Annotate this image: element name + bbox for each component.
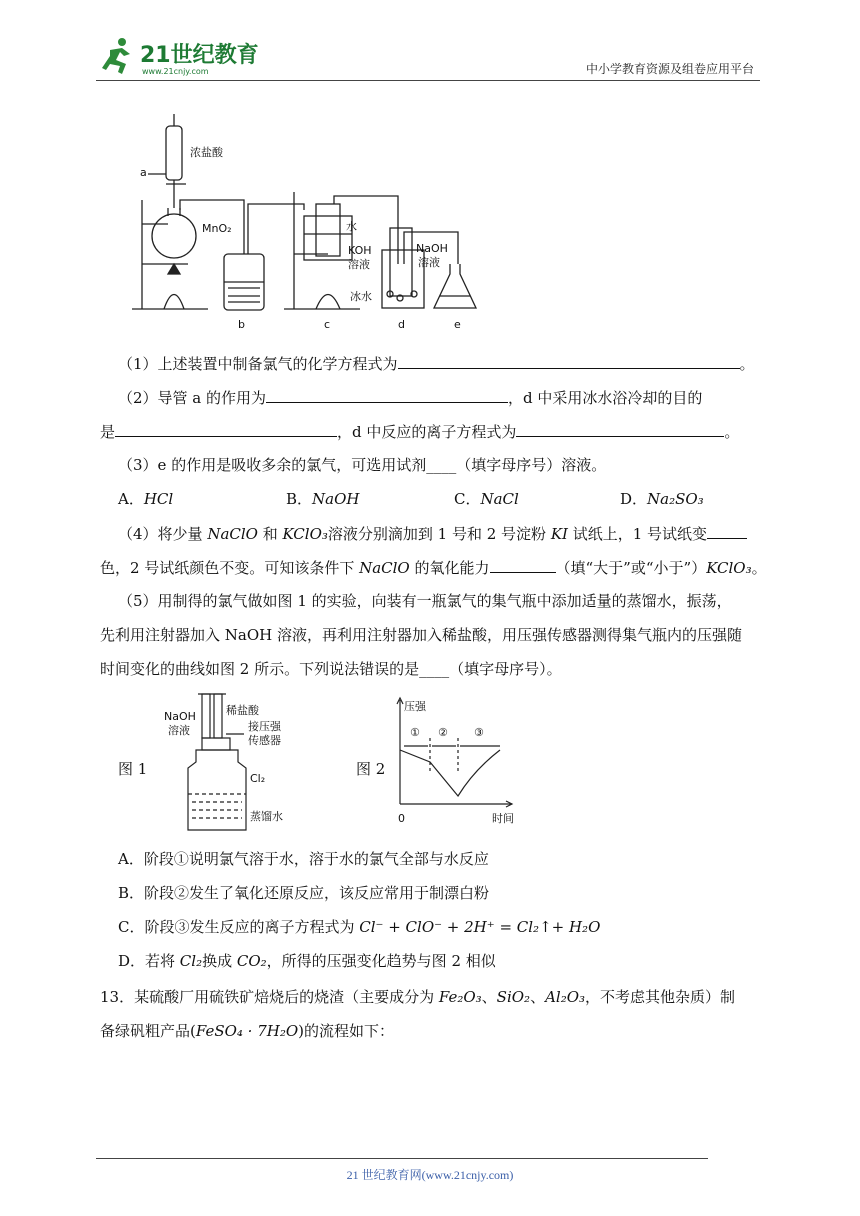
q5-option-c[interactable]: C．阶段③发生反应的离子方程式为 Cl⁻ + ClO⁻ + 2H⁺ = Cl₂↑+ H₂O bbox=[118, 918, 601, 936]
question-2-line1 bbox=[118, 386, 782, 409]
label-b: b bbox=[238, 318, 245, 331]
q2-part1: （2）导管 a 的作用为 bbox=[118, 389, 267, 407]
runner-icon bbox=[102, 38, 130, 74]
fig1-caption: 图 1 bbox=[118, 760, 148, 778]
q3-option-d[interactable]: D．Na₂SO₃ bbox=[620, 490, 704, 508]
figure-2 bbox=[388, 694, 528, 828]
q2-blank-b[interactable] bbox=[115, 420, 337, 437]
fig1-distilled-water: 蒸馏水 bbox=[250, 810, 283, 823]
q2-part2: ，d 中采用冰水浴冷却的目的 bbox=[508, 389, 703, 407]
q5-line3: 时间变化的曲线如图 2 所示。下列说法错误的是____（填字母序号）。 bbox=[100, 660, 562, 678]
q5-option-b[interactable]: B．阶段②发生了氧化还原反应，该反应常用于制漂白粉 bbox=[118, 884, 490, 902]
fig2-ylabel: 压强 bbox=[404, 700, 426, 713]
label-c: c bbox=[324, 318, 331, 331]
q5-option-d[interactable]: D．若将 Cl₂换成 CO₂，所得的压强变化趋势与图 2 相似 bbox=[118, 952, 496, 970]
label-ice-water: 冰水 bbox=[350, 290, 372, 303]
question-13-line1: 13．某硫酸厂用硫铁矿焙烧后的烧渣（主要成分为 Fe₂O₃、SiO₂、Al₂O₃，不考虑其他杂质）制 bbox=[100, 988, 736, 1006]
fig1-sensor2: 传感器 bbox=[248, 734, 281, 747]
label-naoh-sol: 溶液 bbox=[418, 256, 440, 269]
q5-line1: （5）用制得的氯气做如图 1 的实验，向装有一瓶氯气的集气瓶中添加适量的蒸馏水，振荡， bbox=[118, 592, 732, 610]
q2-blank-a[interactable] bbox=[266, 386, 508, 403]
fig2-xlabel: 时间 bbox=[492, 812, 514, 825]
footer-link[interactable]: 21 世纪教育网(www.21cnjy.com) bbox=[346, 1168, 514, 1182]
fig2-stage-2: ② bbox=[438, 726, 448, 739]
logo-text: 21世纪教育 bbox=[140, 43, 259, 68]
logo-url: www.21cnjy.com bbox=[142, 67, 209, 76]
question-4-line2: 色，2 号试纸颜色不变。可知该条件下 NaClO 的氧化能力 （填“大于”或“小于”）KClO₃。 bbox=[100, 556, 764, 579]
q2-part3: 是 bbox=[100, 423, 116, 441]
q1-text: （1）上述装置中制备氯气的化学方程式为 bbox=[118, 355, 398, 373]
label-mno2: MnO₂ bbox=[202, 222, 232, 235]
q4-blank-compare[interactable] bbox=[490, 556, 556, 573]
header-platform-text: 中小学教育资源及组卷应用平台 bbox=[585, 62, 754, 76]
fig2-stage-3: ③ bbox=[474, 726, 484, 739]
question-4-line1: （4）将少量 NaClO 和 KClO₃溶液分别滴加到 1 号和 2 号淀粉 KI 试纸上，1 号试纸变 bbox=[118, 522, 782, 545]
q3-option-a[interactable]: A．HCl bbox=[118, 490, 174, 508]
q5-option-a[interactable]: A．阶段①说明氯气溶于水，溶于水的氯气全部与水反应 bbox=[118, 850, 489, 868]
question-13-line2: 备绿矾粗产品(FeSO₄ · 7H₂O)的流程如下： bbox=[100, 1022, 395, 1040]
header-divider bbox=[96, 80, 760, 81]
question-2-line2 bbox=[100, 420, 764, 443]
question-1 bbox=[118, 352, 782, 375]
fig1-cl2: Cl₂ bbox=[250, 772, 266, 785]
fig1-naoh: NaOH bbox=[164, 710, 196, 723]
footer-divider bbox=[96, 1158, 708, 1159]
label-water: 水 bbox=[346, 220, 357, 233]
q2-part4: ，d 中反应的离子方程式为 bbox=[337, 423, 517, 441]
label-d: d bbox=[398, 318, 405, 331]
q1-answer-blank[interactable] bbox=[398, 352, 740, 369]
q4-blank-color[interactable] bbox=[707, 522, 747, 539]
apparatus-figure bbox=[128, 104, 488, 336]
q2-part5: 。 bbox=[724, 423, 740, 441]
fig1-naoh-sol: 溶液 bbox=[168, 724, 190, 737]
label-naoh: NaOH bbox=[416, 242, 448, 255]
q3-option-c[interactable]: C．NaCl bbox=[454, 490, 519, 508]
label-koh-sol: 溶液 bbox=[348, 258, 370, 271]
site-logo bbox=[96, 34, 266, 78]
q2-blank-c[interactable] bbox=[516, 420, 724, 437]
figure-1 bbox=[164, 690, 298, 838]
label-e: e bbox=[454, 318, 461, 331]
label-conc-hcl: 浓盐酸 bbox=[190, 146, 223, 159]
q3-option-b[interactable]: B．NaOH bbox=[286, 490, 360, 508]
fig1-dilute-hcl: 稀盐酸 bbox=[226, 704, 259, 717]
fig2-stage-1: ① bbox=[410, 726, 420, 739]
fig1-sensor1: 接压强 bbox=[248, 720, 281, 733]
fig2-caption: 图 2 bbox=[356, 760, 386, 778]
question-3: （3）e 的作用是吸收多余的氯气，可选用试剂____（填字母序号）溶液。 bbox=[118, 456, 607, 474]
fig2-origin: 0 bbox=[398, 812, 405, 825]
q5-line2: 先利用注射器加入 NaOH 溶液，再利用注射器加入稀盐酸，用压强传感器测得集气瓶内的压强随 bbox=[100, 626, 742, 644]
q1-end: 。 bbox=[739, 355, 755, 373]
label-a: a bbox=[140, 166, 147, 179]
label-koh: KOH bbox=[348, 244, 372, 257]
